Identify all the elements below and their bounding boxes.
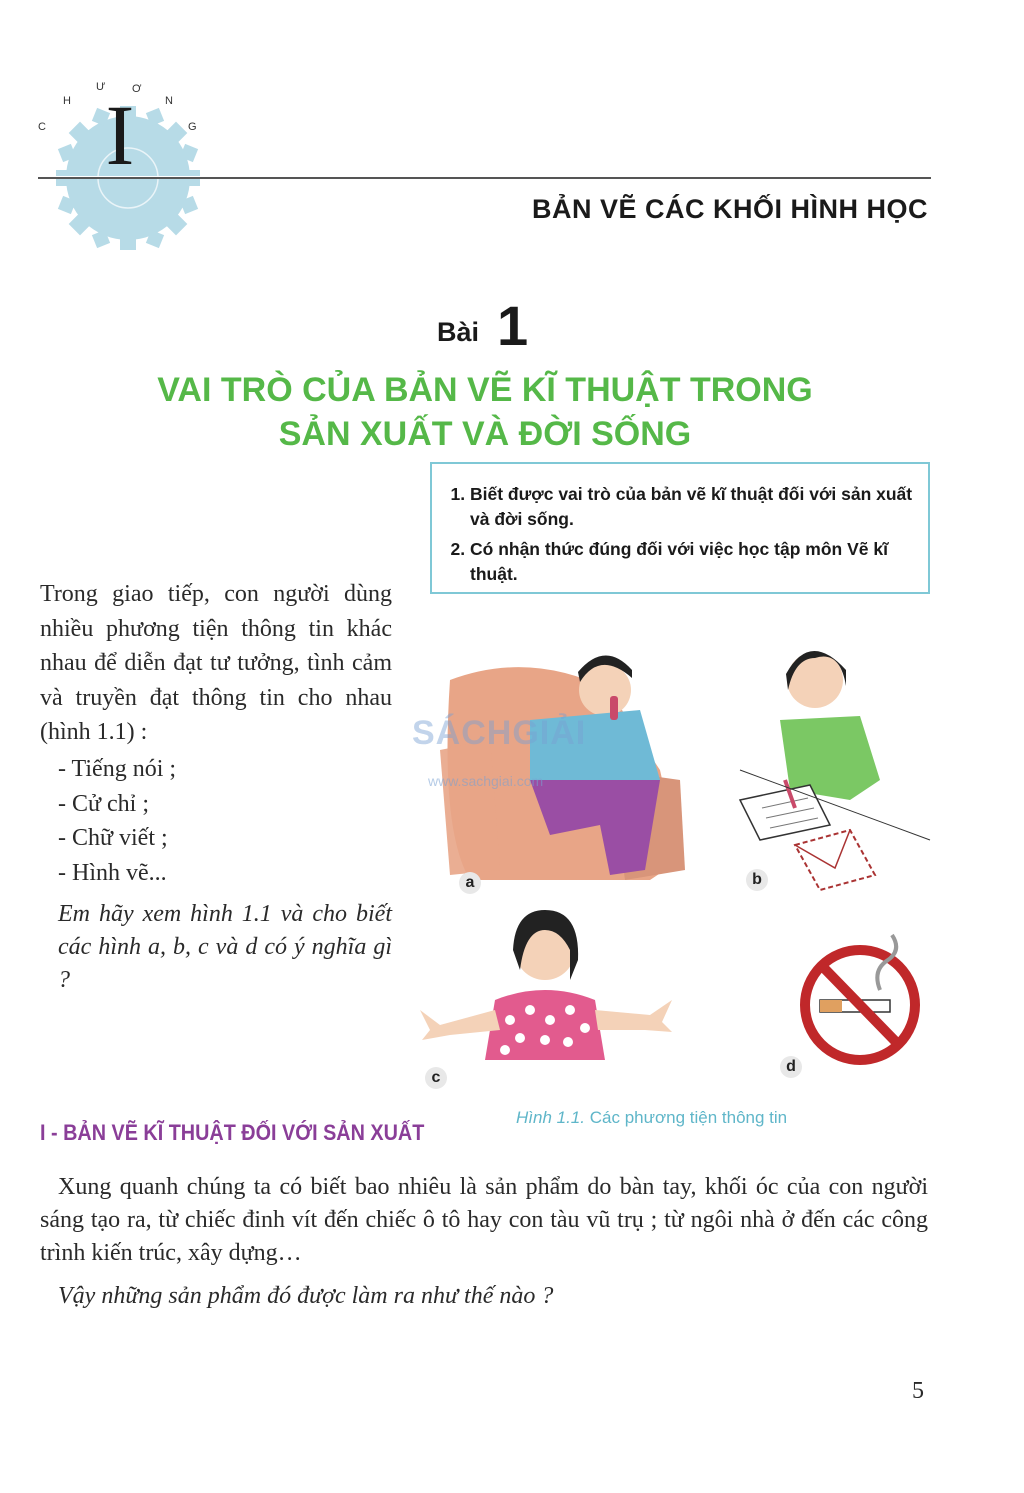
chapter-rule	[38, 177, 931, 179]
list-item: - Tiếng nói ;	[58, 756, 177, 782]
figure-illustration	[410, 630, 940, 1100]
chapter-title: BẢN VẼ CÁC KHỐI HÌNH HỌC	[531, 194, 928, 224]
list-item: - Hình vẽ...	[58, 859, 167, 886]
section-question: Vậy những sản phẩm đó được làm ra như thế nào ?	[58, 1283, 554, 1309]
list-item: - Chữ viết ;	[58, 825, 168, 851]
watermark-url: www.sachgiai.com	[428, 773, 544, 789]
list-item: - Cử chỉ ;	[58, 790, 149, 817]
no-smoking-icon	[805, 935, 915, 1060]
illustration-a-phone	[440, 655, 685, 880]
figure-caption	[516, 1108, 787, 1128]
lesson-label: Bài	[437, 317, 480, 347]
chapter-word-letter: C	[38, 121, 46, 133]
intro-paragraph: Trong giao tiếp, con người dùng nhiều phương tiện thông tin khác nhau để diễn đạt tư tưởng, tình cảm và truyền đạt thông tin cho nhau (hình 1.1) :	[40, 581, 392, 745]
lesson-title	[120, 368, 850, 456]
lesson-title-line-1: VAI TRÒ CỦA BẢN VẼ KĨ THUẬT TRONG	[157, 371, 813, 409]
svg-text:Ư: Ư	[96, 81, 106, 93]
lesson-number: 1	[497, 294, 529, 357]
figure-caption-label: Hình 1.1.	[516, 1108, 585, 1127]
figure-label-b: b	[746, 869, 768, 891]
illustration-c-gesture	[420, 910, 672, 1060]
figure-caption-text: Các phương tiện thông tin	[589, 1108, 788, 1127]
figure-label-c: c	[425, 1067, 447, 1089]
svg-text:G: G	[188, 121, 197, 133]
section-paragraph: Xung quanh chúng ta có biết bao nhiêu là sản phẩm do bàn tay, khối óc của con người sáng tạo ra, từ chiếc đinh vít đến chiếc ô tô hay con tàu vũ trụ ; từ ngôi nhà ở đến các công trình kiến trúc, xây dựng…	[40, 1174, 928, 1266]
svg-text:H: H	[63, 95, 71, 107]
lesson-title-line-2: SẢN XUẤT VÀ ĐỜI SỐNG	[278, 415, 692, 453]
svg-text:Ơ: Ơ	[132, 83, 142, 95]
objectives-box	[430, 462, 930, 594]
figure-label-a: a	[459, 872, 481, 894]
figure-label-d: d	[780, 1056, 802, 1078]
intro-question: Em hãy xem hình 1.1 và cho biết các hình a, b, c và d có ý nghĩa gì ?	[58, 901, 392, 993]
chapter-numeral: I	[105, 87, 135, 183]
objective-item: 1. Biết được vai trò của bản vẽ kĩ thuật đối với sản xuất và đời sống.	[470, 482, 914, 532]
means-list	[58, 752, 176, 890]
svg-text:N: N	[165, 95, 173, 107]
section-heading: I - BẢN VẼ KĨ THUẬT ĐỐI VỚI SẢN XUẤT	[40, 1120, 425, 1145]
watermark: SÁCHGIẢI	[412, 714, 587, 752]
objective-item: 2. Có nhận thức đúng đối với việc học tập môn Vẽ kĩ thuật.	[470, 537, 914, 587]
page-number: 5	[912, 1378, 924, 1404]
illustration-b-writing	[740, 651, 930, 890]
